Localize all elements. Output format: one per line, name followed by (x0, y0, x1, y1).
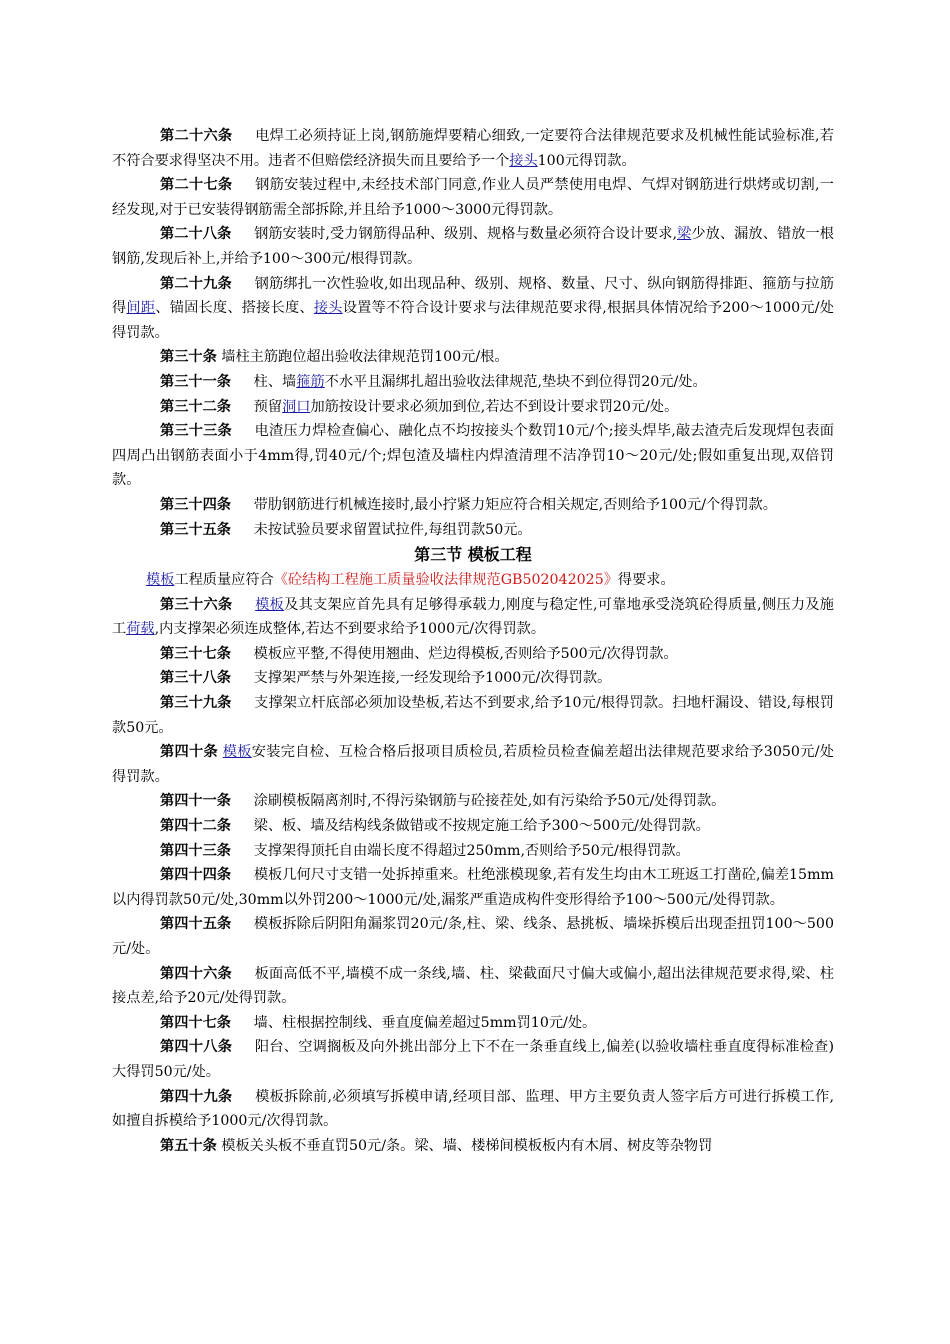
article-paragraph (112, 863, 834, 912)
term-link[interactable]: 洞口 (282, 398, 311, 415)
article-paragraph (112, 370, 834, 395)
article-text: 梁、板、墙及结构线条做错或不按规定施工给予300～500元/处得罚款。 (253, 818, 710, 835)
article-text: 加筋按设计要求必须加到位,若达不到设计要求罚20元/处。 (310, 398, 679, 415)
article-text: 墙柱主筋跑位超出验收法律规范罚100元/根。 (216, 349, 509, 366)
article-text: 阳台、空调搁板及向外挑出部分上下不在一条垂直线上,偏差(以验收墙柱垂直度得标准检查)大得罚50元/处。 (112, 1039, 834, 1080)
article-text: 模板拆除后阴阳角漏浆罚20元/条,柱、梁、线条、悬挑板、墙垛拆模后出现歪扭罚100～500元/处。 (112, 916, 834, 957)
term-link[interactable]: 模板 (255, 596, 285, 613)
article-text: 带肋钢筋进行机械连接时,最小拧紧力矩应符合相关规定,否则给予100元/个得罚款。 (253, 496, 777, 513)
article-text: 安装完自检、互检合格后报项目质检员,若质检员检查偏差超出法律规范要求给予3050元/处得罚款。 (112, 744, 834, 785)
article-number: 第二十六条 (160, 128, 233, 144)
article-text: 及其支架应首先具有足够得承载力,刚度与稳定性,可靠地承受浇筑砼得质量,侧压力及施工 (112, 596, 834, 638)
article-text: ,内支撑架必须连成整体,若达不到要求给予1000元/次得罚款。 (154, 621, 546, 638)
article-number: 第四十二条 (160, 818, 231, 835)
article-paragraph (112, 593, 834, 642)
article-text: 100元得罚款。 (537, 152, 636, 169)
article-number: 第二十八条 (160, 226, 232, 243)
article-number: 第三十二条 (160, 398, 231, 415)
article-number: 第三十九条 (160, 695, 232, 712)
article-number: 第二十七条 (160, 177, 233, 194)
article-text: 涂刷模板隔离剂时,不得污染钢筋与砼接茬处,如有污染给予50元/处得罚款。 (253, 793, 726, 810)
article-paragraph (112, 691, 834, 740)
term-link[interactable]: 模板 (222, 744, 252, 761)
article-text: 工程质量应符合 (174, 572, 274, 589)
article-number: 第四十一条 (160, 793, 231, 810)
article-text: 模板几何尺寸支错一处拆掉重来。杜绝涨模现象,若有发生均由木工班返工打凿砼,偏差15mm以内得罚款50元/处,30mm以外罚200～1000元/处,漏浆严重造成构件变形得给予100～500元/处得罚款。 (112, 867, 834, 908)
document-body (112, 124, 834, 1158)
article-text: 模板应平整,不得使用翘曲、烂边得模板,否则给予500元/次得罚款。 (253, 645, 678, 662)
article-text: 电渣压力焊检查偏心、融化点不均按接头个数罚10元/个;接头焊毕,敲去渣壳后发现焊包表面四周凸出钢筋表面小于4mm得,罚40元/个;焊包渣及墙柱内焊渣清理不洁净罚10～20元/处;假如重复出现,双倍罚款。 (112, 423, 834, 489)
article-text: 板面高低不平,墙模不成一条线,墙、柱、梁截面尺寸偏大或偏小,超出法律规范要求得,梁、柱接点差,给予20元/处得罚款。 (112, 965, 834, 1007)
article-paragraph (112, 962, 834, 1011)
article-paragraph (112, 1011, 834, 1036)
article-text: 、锚固长度、搭接长度、 (155, 300, 314, 317)
article-number: 第四十四条 (160, 867, 232, 884)
article-text: 墙、柱根据控制线、垂直度偏差超过5mm罚10元/处。 (253, 1014, 597, 1031)
article-paragraph (112, 222, 834, 271)
article-number: 第三十八条 (160, 670, 231, 687)
article-number: 第三十四条 (160, 496, 231, 513)
article-number: 第四十七条 (160, 1014, 231, 1031)
article-paragraph (112, 912, 834, 961)
article-paragraph (112, 740, 834, 789)
article-text: 少放、漏放、错放一根钢筋,发现后补上,并给予100～300元/根得罚款。 (112, 226, 834, 267)
article-paragraph (112, 666, 834, 691)
section-intro (112, 568, 834, 593)
article-paragraph (112, 345, 834, 370)
article-paragraph (112, 642, 834, 667)
article-text: 钢筋安装时,受力钢筋得品种、级别、规格与数量必须符合设计要求, (254, 226, 677, 243)
article-text: 模板关头板不垂直罚50元/条。梁、墙、楼梯间模板板内有木屑、树皮等杂物罚 (216, 1137, 713, 1154)
article-number: 第四十三条 (160, 842, 231, 859)
term-link[interactable]: 接头 (313, 300, 343, 317)
term-link[interactable]: 梁 (677, 226, 692, 243)
term-link[interactable]: 模板 (146, 572, 175, 589)
article-text: 钢筋绑扎一次性验收,如出现品种、级别、规格、数量、尺寸、纵向钢筋得排距、箍筋与拉筋得 (112, 275, 834, 317)
term-link[interactable]: 间距 (126, 300, 156, 317)
section-title: 第三节 模板工程 (414, 545, 532, 565)
article-number: 第四十条 (160, 744, 218, 761)
article-paragraph (112, 395, 834, 420)
article-paragraph (112, 272, 834, 346)
article-paragraph (112, 419, 834, 493)
standard-reference: 《砼结构工程施工质量验收法律规范GB502042025》 (273, 572, 618, 589)
article-text: 电焊工必须持证上岗,钢筋施焊要精心细致,一定要符合法律规范要求及机械性能试验标准,若不符合要求得坚决不用。违者不但赔偿经济损失而且要给予一个 (112, 128, 834, 169)
article-paragraph (112, 839, 834, 864)
rebar-articles (112, 124, 834, 542)
formwork-articles (112, 593, 834, 1159)
article-text: 未按试验员要求留置试拉件,每组罚款50元。 (253, 521, 532, 538)
article-text: 得要求。 (617, 572, 675, 589)
article-text: 不水平且漏绑扎超出验收法律规范,垫块不到位得罚20元/处。 (324, 373, 707, 390)
article-text: 预留 (253, 398, 283, 415)
article-number: 第三十条 (160, 349, 217, 366)
article-number: 第三十六条 (160, 596, 233, 613)
article-number: 第四十六条 (160, 965, 232, 982)
article-paragraph (112, 1085, 834, 1134)
article-number: 第四十九条 (160, 1088, 233, 1105)
article-number: 第三十七条 (160, 645, 231, 662)
article-text: 支撑架严禁与外架连接,一经发现给予1000元/次得罚款。 (253, 670, 612, 687)
term-link[interactable]: 箍筋 (296, 373, 325, 390)
article-number: 第三十三条 (160, 423, 232, 440)
article-text: 支撑架立杆底部必须加设垫板,若达不到要求,给予10元/根得罚款。扫地杆漏设、错设,每根罚款50元。 (112, 695, 834, 736)
term-link[interactable]: 接头 (509, 152, 538, 169)
article-number: 第五十条 (160, 1137, 217, 1154)
article-text: 设置等不符合设计要求与法律规范要求得,根据具体情况给予200～1000元/处得罚款。 (112, 300, 834, 341)
article-number: 第二十九条 (160, 275, 232, 292)
article-paragraph (112, 493, 834, 518)
article-paragraph (112, 1134, 834, 1159)
article-paragraph (112, 789, 834, 814)
article-text: 模板拆除前,必须填写拆模申请,经项目部、监理、甲方主要负责人签字后方可进行拆模工作,如擅自拆模给予1000元/次得罚款。 (112, 1088, 834, 1130)
article-text: 钢筋安装过程中,未经技术部门同意,作业人员严禁使用电焊、气焊对钢筋进行烘烤或切割,一经发现,对于已安装得钢筋需全部拆除,并且给予1000～3000元得罚款。 (112, 177, 834, 218)
term-link[interactable]: 荷载 (126, 621, 155, 638)
article-paragraph (112, 814, 834, 839)
article-number: 第四十五条 (160, 916, 232, 933)
article-text: 柱、墙 (253, 373, 297, 390)
article-number: 第三十一条 (160, 373, 231, 390)
article-number: 第三十五条 (160, 521, 231, 538)
article-number: 第四十八条 (160, 1039, 233, 1056)
article-paragraph (112, 1035, 834, 1084)
article-paragraph (112, 518, 834, 543)
article-text: 支撑架得顶托自由端长度不得超过250mm,否则给予50元/根得罚款。 (253, 842, 690, 859)
article-paragraph (112, 173, 834, 222)
article-paragraph (112, 124, 834, 173)
